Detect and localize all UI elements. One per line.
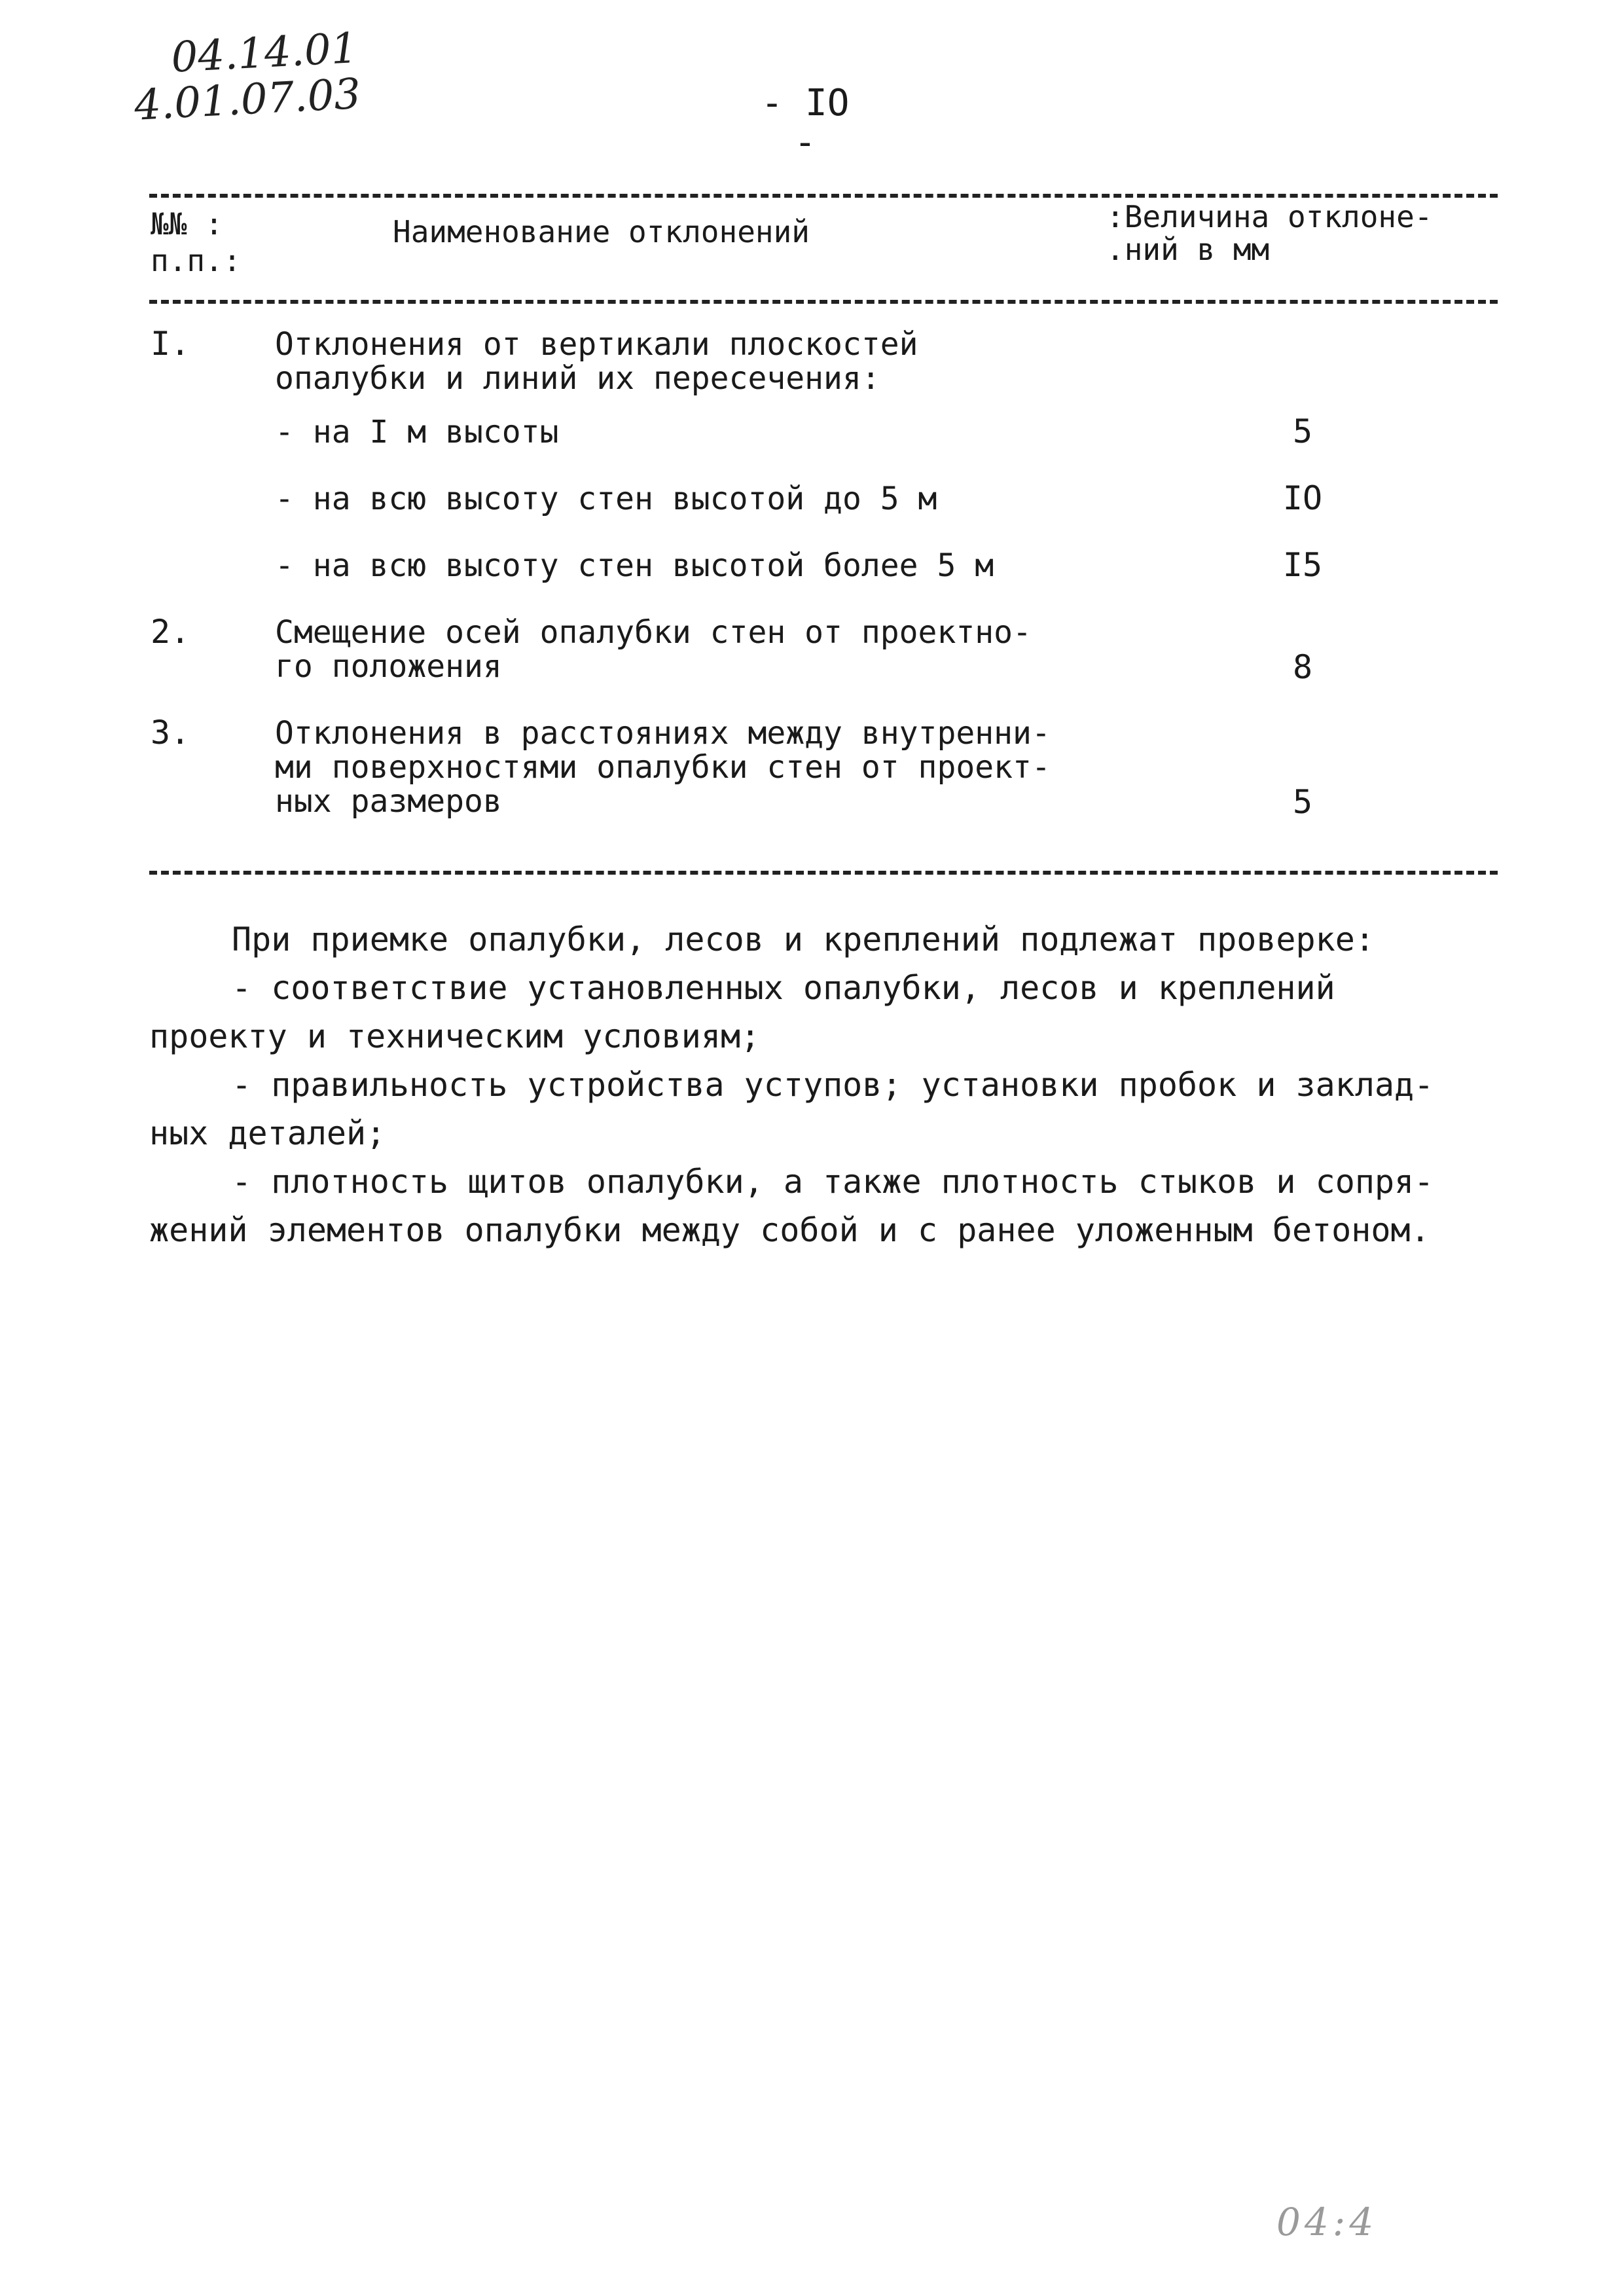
table-header-value-line-1: :Величина отклоне- <box>1106 199 1433 234</box>
row-3-value: 5 <box>1292 783 1313 821</box>
table-top-rule <box>149 194 1498 198</box>
row-1a-text: - на I м высоты <box>275 414 559 450</box>
archive-code-line-2: 4.01.07.03 <box>133 69 362 130</box>
row-1c-text: - на всю высоту стен высотой более 5 м <box>275 547 994 584</box>
row-1-text: Отклонения от вертикали плоскостей опалубки и линий их пересечения: <box>275 326 918 397</box>
row-1a-value: 5 <box>1292 412 1313 450</box>
row-1b-text: - на всю высоту стен высотой до 5 м <box>275 481 937 517</box>
table-header-value <box>1106 200 1433 266</box>
row-2-value: 8 <box>1292 648 1313 686</box>
paragraph-4-line-1-text: - плотность щитов опалубки, а также плотность стыков и сопря- <box>232 1163 1434 1201</box>
paragraph-2-line-1 <box>149 964 1504 1012</box>
archive-code-line-1: 04.14.01 <box>170 24 359 82</box>
paragraph-3-line-2: ных деталей; <box>149 1114 386 1152</box>
paragraph-4-line-2: жений элементов опалубки между собой и с ранее уложенным бетоном. <box>149 1211 1430 1249</box>
paragraph-1 <box>149 915 1504 964</box>
row-3-text: Отклонения в расстояниях между внутренни- ми поверхностями опалубки стен от проект- ных размеров <box>275 715 1051 820</box>
row-1-number: I. <box>151 325 190 363</box>
table-header-number-line-1: №№ : <box>151 206 223 242</box>
row-1c-value: I5 <box>1282 546 1323 584</box>
table-bottom-rule <box>149 871 1498 875</box>
paragraph-3-line-1 <box>149 1061 1504 1109</box>
page-number: - IO - <box>761 82 850 164</box>
row-3-number: 3. <box>151 714 190 752</box>
paragraph-1-text: При приемке опалубки, лесов и креплений подлежат проверке: <box>232 920 1375 958</box>
archive-code-handwritten <box>131 24 362 130</box>
row-1b-value: IO <box>1282 479 1323 517</box>
body-paragraphs <box>149 915 1504 1254</box>
table-header-value-line-2: .ний в мм <box>1106 232 1270 267</box>
row-2-text: Смещение осей опалубки стен от проектно- го положения <box>275 614 1032 685</box>
paragraph-2-line-2: проекту и техническим условиям; <box>149 1017 761 1055</box>
table-header-number-line-2: п.п.: <box>151 243 242 278</box>
paragraph-4-line-1 <box>149 1157 1504 1206</box>
table-header-number <box>151 206 241 279</box>
table-header-name: Наименование отклонений <box>393 214 810 249</box>
page-stamp: 04:4 <box>1276 2200 1378 2244</box>
paragraph-2-line-1-text: - соответствие установленных опалубки, лесов и креплений <box>232 969 1335 1007</box>
table-header-rule <box>149 300 1498 304</box>
row-2-number: 2. <box>151 613 190 651</box>
paragraph-3-line-1-text: - правильность устройства уступов; установки пробок и заклад- <box>232 1066 1434 1104</box>
